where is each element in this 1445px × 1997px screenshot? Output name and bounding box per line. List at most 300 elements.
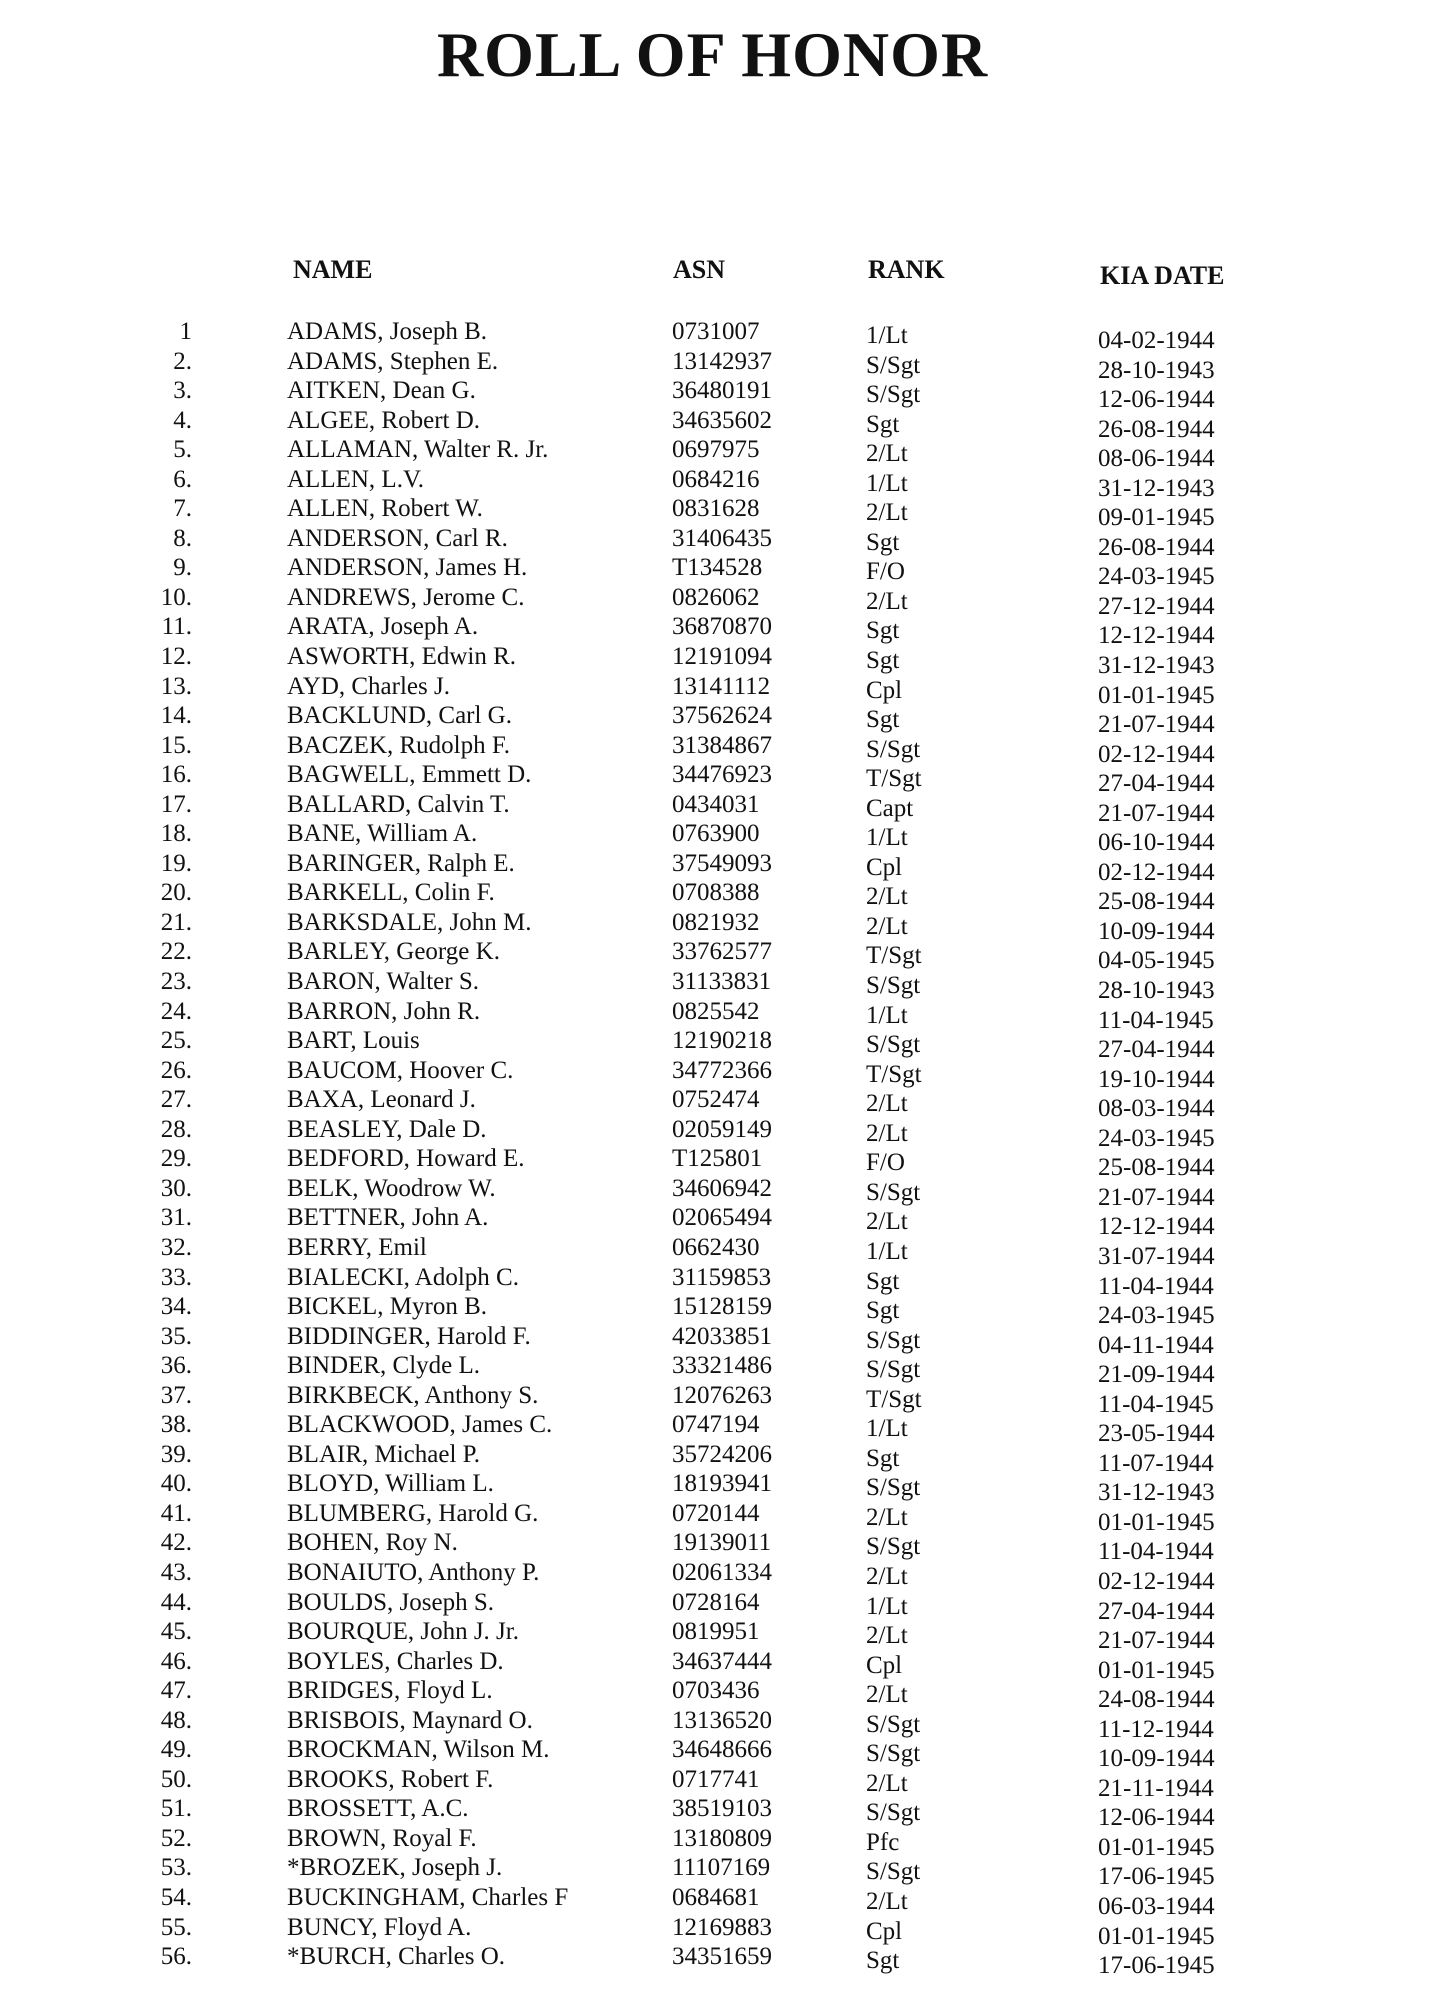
table-row — [0, 1292, 1445, 1330]
row-number: 13. — [160, 672, 192, 700]
row-kia-date: 24-03-1945 — [1098, 1302, 1215, 1330]
row-name: BLOYD, William L. — [287, 1470, 494, 1498]
table-row — [0, 731, 1445, 768]
row-name: BROOKS, Robert F. — [287, 1765, 494, 1793]
row-rank: 2/Lt — [866, 1622, 908, 1650]
row-name: BRIDGES, Floyd L. — [287, 1677, 493, 1705]
row-asn: 0684216 — [672, 465, 760, 493]
row-number: 45. — [160, 1618, 192, 1646]
row-asn: 0697975 — [672, 436, 760, 464]
table-row — [0, 1942, 1445, 1980]
row-kia-date: 11-12-1944 — [1098, 1715, 1214, 1743]
row-number: 35. — [160, 1322, 192, 1350]
table-row — [0, 967, 1445, 1005]
table-row — [0, 1528, 1445, 1566]
row-rank: F/O — [866, 558, 905, 586]
row-kia-date: 02-12-1944 — [1098, 740, 1215, 768]
table-row — [0, 937, 1445, 975]
row-name: BARINGER, Ralph E. — [287, 849, 515, 877]
row-number: 18. — [160, 820, 192, 848]
table-row — [0, 1056, 1445, 1093]
row-number: 23. — [160, 968, 192, 996]
row-rank: S/Sgt — [866, 1178, 921, 1206]
row-number: 52. — [160, 1824, 192, 1852]
row-name: ADAMS, Joseph B. — [287, 318, 488, 345]
row-name: *BROZEK, Joseph J. — [287, 1854, 503, 1882]
row-number: 31. — [160, 1204, 192, 1232]
row-asn: 0717741 — [672, 1765, 760, 1793]
row-name: BOHEN, Roy N. — [287, 1529, 458, 1557]
row-number: 9. — [173, 554, 192, 582]
row-rank: 1/Lt — [866, 1592, 908, 1620]
row-rank: T/Sgt — [866, 942, 922, 970]
row-name: BROWN, Royal F. — [287, 1824, 477, 1852]
row-rank: Pfc — [866, 1828, 900, 1856]
row-number: 38. — [160, 1411, 192, 1439]
row-rank: Capt — [866, 794, 914, 822]
table-row — [0, 1765, 1445, 1802]
table-row — [0, 317, 1445, 354]
row-number: 22. — [160, 938, 192, 966]
row-name: BARRON, John R. — [287, 997, 481, 1025]
table-row — [0, 1647, 1445, 1684]
row-number: 28. — [160, 1115, 192, 1143]
table-row — [0, 1558, 1445, 1595]
table-row — [0, 1026, 1445, 1064]
row-kia-date: 04-11-1944 — [1098, 1331, 1214, 1359]
table-row — [0, 1617, 1445, 1655]
row-number: 50. — [160, 1765, 192, 1793]
row-kia-date: 25-08-1944 — [1098, 1154, 1215, 1182]
row-number: 4. — [173, 406, 192, 434]
row-number: 17. — [160, 790, 192, 818]
row-name: *BURCH, Charles O. — [287, 1943, 506, 1971]
row-asn: T125801 — [672, 1145, 763, 1173]
row-number: 46. — [160, 1647, 192, 1675]
row-kia-date: 06-03-1944 — [1098, 1892, 1215, 1920]
row-name: BEASLEY, Dale D. — [287, 1115, 487, 1143]
table-row — [0, 1115, 1445, 1152]
row-kia-date: 23-05-1944 — [1098, 1420, 1215, 1448]
row-kia-date: 02-12-1944 — [1098, 858, 1215, 886]
row-number: 10. — [160, 583, 192, 611]
row-asn: 12190218 — [672, 1027, 772, 1055]
row-rank: 1/Lt — [866, 824, 908, 852]
row-kia-date: 27-04-1944 — [1098, 770, 1215, 798]
row-kia-date: 31-12-1943 — [1098, 474, 1215, 502]
row-rank: Cpl — [866, 1651, 903, 1679]
table-row — [0, 819, 1445, 857]
row-asn: 0821932 — [672, 908, 760, 936]
row-number: 53. — [160, 1854, 192, 1882]
row-kia-date: 21-09-1944 — [1098, 1361, 1215, 1389]
row-name: ANDREWS, Jerome C. — [287, 583, 525, 611]
row-rank: Sgt — [866, 1947, 900, 1975]
row-kia-date: 11-04-1945 — [1098, 1390, 1214, 1418]
row-kia-date: 10-09-1944 — [1098, 1745, 1215, 1773]
row-number: 33. — [160, 1263, 192, 1291]
table-row — [0, 760, 1445, 798]
row-name: BANE, William A. — [287, 820, 478, 848]
row-kia-date: 01-01-1945 — [1098, 681, 1215, 709]
row-name: ARATA, Joseph A. — [287, 613, 479, 641]
row-asn: 13136520 — [672, 1706, 772, 1734]
row-asn: T134528 — [672, 554, 763, 582]
row-number: 6. — [173, 465, 192, 493]
row-kia-date: 27-04-1944 — [1098, 1597, 1215, 1625]
row-asn: 11107169 — [672, 1854, 771, 1882]
row-kia-date: 28-10-1943 — [1098, 977, 1215, 1005]
row-rank: S/Sgt — [866, 735, 921, 763]
row-kia-date: 21-07-1944 — [1098, 711, 1215, 739]
row-asn: 0825542 — [672, 997, 760, 1025]
page-title: ROLL OF HONOR — [436, 19, 989, 90]
row-rank: F/O — [866, 1149, 905, 1177]
row-rank: S/Sgt — [866, 381, 921, 409]
row-name: BOYLES, Charles D. — [287, 1647, 504, 1675]
row-kia-date: 10-09-1944 — [1098, 917, 1215, 945]
row-kia-date: 04-05-1945 — [1098, 947, 1215, 975]
row-rank: 1/Lt — [866, 322, 908, 349]
row-kia-date: 19-10-1944 — [1098, 1065, 1215, 1093]
row-rank: Sgt — [866, 1444, 900, 1472]
row-rank: T/Sgt — [866, 1060, 922, 1088]
row-kia-date: 06-10-1944 — [1098, 829, 1215, 857]
row-name: BAXA, Leonard J. — [287, 1086, 476, 1114]
row-rank: Cpl — [866, 853, 903, 881]
row-name: BELK, Woodrow W. — [287, 1174, 496, 1202]
row-name: BARON, Walter S. — [287, 968, 479, 996]
row-name: BLAIR, Michael P. — [287, 1440, 481, 1468]
row-rank: 2/Lt — [866, 1769, 908, 1797]
row-number: 19. — [160, 849, 192, 877]
row-number: 20. — [160, 879, 192, 907]
row-asn: 31406435 — [672, 524, 772, 552]
row-asn: 34606942 — [672, 1174, 772, 1202]
row-asn: 36870870 — [672, 613, 772, 641]
row-number: 12. — [160, 643, 192, 671]
row-number: 49. — [160, 1736, 192, 1764]
row-asn: 0720144 — [672, 1499, 760, 1527]
row-rank: Sgt — [866, 1267, 900, 1295]
row-rank: S/Sgt — [866, 1356, 921, 1384]
row-kia-date: 28-10-1943 — [1098, 356, 1215, 384]
row-asn: 13142937 — [672, 347, 772, 375]
row-asn: 34648666 — [672, 1736, 772, 1764]
row-asn: 0731007 — [672, 318, 760, 345]
row-asn: 35724206 — [672, 1440, 772, 1468]
row-name: BARLEY, George K. — [287, 938, 500, 966]
column-header-asn: ASN — [673, 255, 726, 284]
table-row — [0, 790, 1445, 827]
row-name: BROSSETT, A.C. — [287, 1795, 469, 1823]
row-number: 15. — [160, 731, 192, 759]
row-number: 30. — [160, 1174, 192, 1202]
row-rank: 2/Lt — [866, 912, 908, 940]
row-number: 54. — [160, 1883, 192, 1911]
row-number: 51. — [160, 1795, 192, 1823]
row-number: 25. — [160, 1027, 192, 1055]
table-row — [0, 465, 1445, 502]
row-name: ANDERSON, Carl R. — [287, 524, 508, 552]
table-header — [0, 255, 1445, 295]
table-row — [0, 1203, 1445, 1241]
row-number: 41. — [160, 1499, 192, 1527]
row-asn: 38519103 — [672, 1795, 772, 1823]
row-asn: 31133831 — [672, 968, 772, 996]
row-name: BIDDINGER, Harold F. — [287, 1322, 531, 1350]
table-row — [0, 1469, 1445, 1507]
row-number: 24. — [160, 997, 192, 1025]
row-rank: S/Sgt — [866, 351, 921, 379]
row-name: ADAMS, Stephen E. — [287, 347, 499, 375]
row-kia-date: 31-12-1943 — [1098, 652, 1215, 680]
row-kia-date: 01-01-1945 — [1098, 1922, 1215, 1950]
row-asn: 0703436 — [672, 1677, 760, 1705]
row-rank: 2/Lt — [866, 1208, 908, 1236]
row-asn: 12076263 — [672, 1381, 772, 1409]
row-kia-date: 17-06-1945 — [1098, 1863, 1215, 1891]
row-rank: 2/Lt — [866, 883, 908, 911]
table-row — [0, 612, 1445, 650]
row-rank: 1/Lt — [866, 469, 908, 497]
row-asn: 19139011 — [672, 1529, 772, 1557]
column-header-name: NAME — [293, 255, 373, 284]
row-rank: 2/Lt — [866, 440, 908, 468]
row-kia-date: 11-04-1944 — [1098, 1538, 1214, 1566]
row-name: BIRKBECK, Anthony S. — [287, 1381, 539, 1409]
row-asn: 12191094 — [672, 643, 772, 671]
table-row — [0, 1440, 1445, 1477]
row-name: BROCKMAN, Wilson M. — [287, 1736, 550, 1764]
row-kia-date: 31-12-1943 — [1098, 1479, 1215, 1507]
row-name: BART, Louis — [287, 1027, 420, 1055]
row-number: 36. — [160, 1352, 192, 1380]
row-asn: 0752474 — [672, 1086, 760, 1114]
row-kia-date: 24-03-1945 — [1098, 563, 1215, 591]
row-name: BICKEL, Myron B. — [287, 1293, 487, 1321]
row-asn: 34772366 — [672, 1056, 772, 1084]
row-number: 43. — [160, 1558, 192, 1586]
table-row — [0, 1351, 1445, 1389]
row-name: BOURQUE, John J. Jr. — [287, 1618, 519, 1646]
row-rank: Sgt — [866, 617, 900, 645]
row-name: ALGEE, Robert D. — [287, 406, 481, 434]
row-kia-date: 04-02-1944 — [1098, 327, 1215, 354]
row-number: 40. — [160, 1470, 192, 1498]
row-rank: T/Sgt — [866, 765, 922, 793]
row-asn: 0747194 — [672, 1411, 760, 1439]
row-name: ALLEN, L.V. — [287, 465, 425, 493]
table-row — [0, 553, 1445, 591]
row-rank: Sgt — [866, 1297, 900, 1325]
table-row — [0, 1853, 1445, 1891]
table-row — [0, 1794, 1445, 1832]
row-asn: 18193941 — [672, 1470, 772, 1498]
row-asn: 33321486 — [672, 1352, 772, 1380]
row-kia-date: 01-01-1945 — [1098, 1833, 1215, 1861]
row-name: BINDER, Clyde L. — [287, 1352, 481, 1380]
row-number: 27. — [160, 1086, 192, 1114]
row-kia-date: 26-08-1944 — [1098, 533, 1215, 561]
row-rank: S/Sgt — [866, 1858, 921, 1886]
table-row — [0, 849, 1445, 886]
table-row — [0, 1322, 1445, 1359]
row-number: 11. — [161, 613, 192, 641]
row-rank: 1/Lt — [866, 1237, 908, 1265]
row-asn: 0728164 — [672, 1588, 760, 1616]
row-rank: S/Sgt — [866, 1031, 921, 1059]
roll-table — [0, 317, 1445, 1980]
row-number: 29. — [160, 1145, 192, 1173]
table-row — [0, 1144, 1445, 1182]
row-name: BEDFORD, Howard E. — [287, 1145, 525, 1173]
row-kia-date: 08-03-1944 — [1098, 1095, 1215, 1123]
row-asn: 0662430 — [672, 1233, 760, 1261]
row-number: 21. — [160, 908, 192, 936]
table-row — [0, 406, 1445, 443]
row-number: 44. — [160, 1588, 192, 1616]
row-number: 14. — [160, 702, 192, 730]
row-name: BLUMBERG, Harold G. — [287, 1499, 539, 1527]
row-name: BACZEK, Rudolph F. — [287, 731, 511, 759]
table-row — [0, 1233, 1445, 1270]
row-kia-date: 21-07-1944 — [1098, 1627, 1215, 1655]
row-rank: 1/Lt — [866, 1415, 908, 1443]
row-rank: S/Sgt — [866, 1740, 921, 1768]
row-asn: 36480191 — [672, 377, 772, 405]
table-row — [0, 1706, 1445, 1743]
row-asn: 34351659 — [672, 1943, 772, 1971]
row-kia-date: 21-07-1944 — [1098, 799, 1215, 827]
row-name: BONAIUTO, Anthony P. — [287, 1558, 540, 1586]
row-name: BACKLUND, Carl G. — [287, 702, 512, 730]
row-name: ANDERSON, James H. — [287, 554, 528, 582]
row-kia-date: 12-06-1944 — [1098, 1804, 1215, 1832]
row-kia-date: 11-07-1944 — [1098, 1449, 1214, 1477]
row-asn: 02065494 — [672, 1204, 772, 1232]
row-rank: 2/Lt — [866, 1681, 908, 1709]
row-number: 48. — [160, 1706, 192, 1734]
row-asn: 34476923 — [672, 761, 772, 789]
row-name: BUCKINGHAM, Charles F — [287, 1883, 569, 1911]
row-number: 1 — [179, 318, 192, 345]
row-rank: 2/Lt — [866, 499, 908, 527]
table-row — [0, 908, 1445, 945]
row-rank: S/Sgt — [866, 1326, 921, 1354]
row-asn: 13141112 — [672, 672, 771, 700]
row-rank: 2/Lt — [866, 1887, 908, 1915]
row-kia-date: 02-12-1944 — [1098, 1567, 1215, 1595]
table-row — [0, 376, 1445, 414]
row-kia-date: 27-12-1944 — [1098, 592, 1215, 620]
row-number: 26. — [160, 1056, 192, 1084]
table-row — [0, 1883, 1445, 1920]
table-row — [0, 1263, 1445, 1300]
row-asn: 0831628 — [672, 495, 760, 523]
row-asn: 02059149 — [672, 1115, 772, 1143]
row-rank: Cpl — [866, 676, 903, 704]
row-rank: Sgt — [866, 528, 900, 556]
row-asn: 12169883 — [672, 1913, 772, 1941]
table-row — [0, 1410, 1445, 1448]
row-kia-date: 21-07-1944 — [1098, 1183, 1215, 1211]
row-number: 37. — [160, 1381, 192, 1409]
row-number: 16. — [160, 761, 192, 789]
table-row — [0, 672, 1445, 709]
table-row — [0, 1499, 1445, 1536]
row-asn: 0763900 — [672, 820, 760, 848]
table-row — [0, 583, 1445, 620]
row-kia-date: 17-06-1945 — [1098, 1952, 1215, 1980]
row-rank: S/Sgt — [866, 1710, 921, 1738]
row-name: BARKELL, Colin F. — [287, 879, 495, 907]
row-rank: Sgt — [866, 706, 900, 734]
row-number: 42. — [160, 1529, 192, 1557]
table-row — [0, 642, 1445, 680]
row-number: 5. — [173, 436, 192, 464]
row-rank: 2/Lt — [866, 587, 908, 615]
row-number: 39. — [160, 1440, 192, 1468]
row-asn: 0826062 — [672, 583, 760, 611]
table-row — [0, 997, 1445, 1034]
row-rank: 2/Lt — [866, 1090, 908, 1118]
row-asn: 37562624 — [672, 702, 772, 730]
row-asn: 0434031 — [672, 790, 760, 818]
row-kia-date: 09-01-1945 — [1098, 504, 1215, 532]
table-row — [0, 1174, 1445, 1211]
row-name: BAUCOM, Hoover C. — [287, 1056, 514, 1084]
table-row — [0, 701, 1445, 739]
table-row — [0, 1381, 1445, 1418]
row-name: BRISBOIS, Maynard O. — [287, 1706, 533, 1734]
row-number: 47. — [160, 1677, 192, 1705]
row-kia-date: 11-04-1944 — [1098, 1272, 1214, 1300]
row-kia-date: 26-08-1944 — [1098, 415, 1215, 443]
row-kia-date: 01-01-1945 — [1098, 1508, 1215, 1536]
column-header-rank: RANK — [868, 255, 945, 284]
row-rank: S/Sgt — [866, 1799, 921, 1827]
table-row — [0, 1824, 1445, 1861]
row-name: BUNCY, Floyd A. — [287, 1913, 472, 1941]
row-asn: 42033851 — [672, 1322, 772, 1350]
row-name: ALLEN, Robert W. — [287, 495, 483, 523]
row-asn: 33762577 — [672, 938, 772, 966]
row-asn: 34635602 — [672, 406, 772, 434]
row-rank: S/Sgt — [866, 972, 921, 1000]
table-row — [0, 1913, 1445, 1950]
column-header-kia-date: KIA DATE — [1100, 261, 1225, 290]
row-kia-date: 25-08-1944 — [1098, 888, 1215, 916]
row-number: 8. — [173, 524, 192, 552]
row-name: ALLAMAN, Walter R. Jr. — [287, 436, 549, 464]
row-asn: 02061334 — [672, 1558, 772, 1586]
row-asn: 37549093 — [672, 849, 772, 877]
row-kia-date: 12-06-1944 — [1098, 386, 1215, 414]
row-rank: 2/Lt — [866, 1119, 908, 1147]
row-name: BAGWELL, Emmett D. — [287, 761, 532, 789]
row-name: AYD, Charles J. — [287, 672, 450, 700]
table-row — [0, 435, 1445, 473]
row-kia-date: 31-07-1944 — [1098, 1242, 1215, 1270]
row-asn: 15128159 — [672, 1293, 772, 1321]
row-kia-date: 27-04-1944 — [1098, 1036, 1215, 1064]
row-kia-date: 12-12-1944 — [1098, 1213, 1215, 1241]
row-kia-date: 08-06-1944 — [1098, 445, 1215, 473]
row-kia-date: 01-01-1945 — [1098, 1656, 1215, 1684]
row-name: AITKEN, Dean G. — [287, 377, 476, 405]
row-number: 56. — [160, 1943, 192, 1971]
